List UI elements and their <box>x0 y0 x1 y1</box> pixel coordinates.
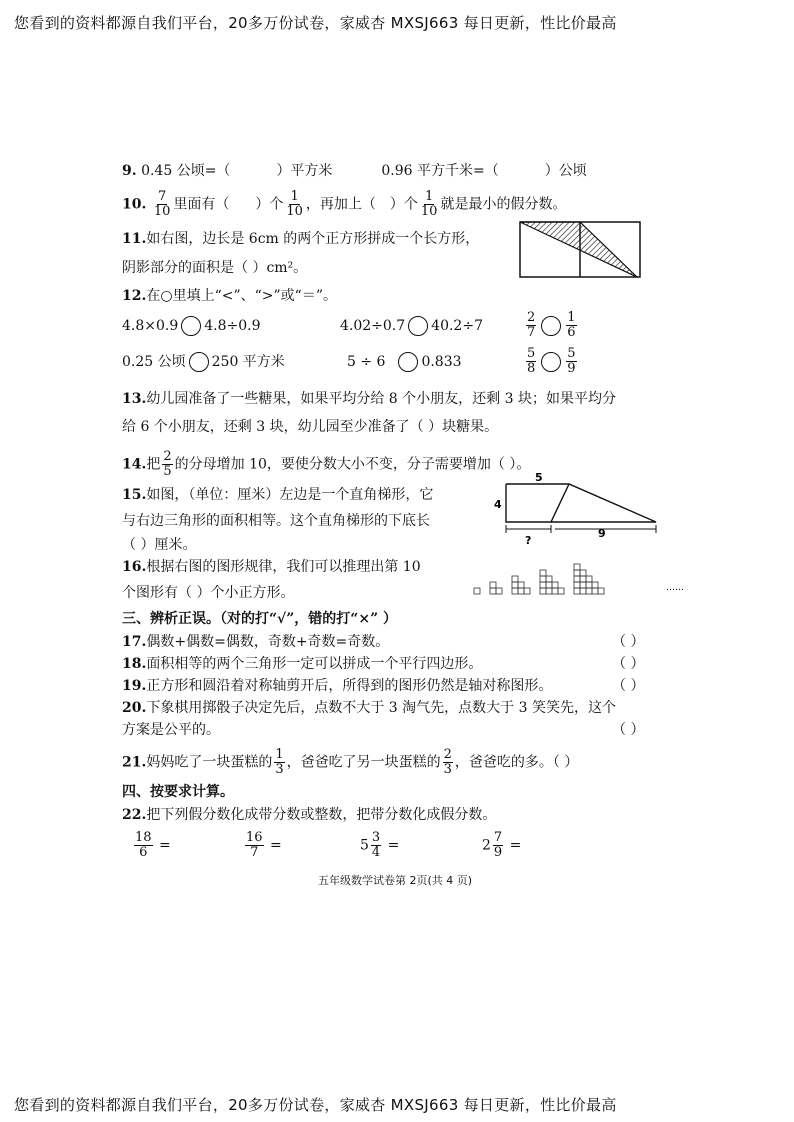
small-square <box>586 588 592 594</box>
label-left: 4 <box>494 498 502 511</box>
pattern-figure-3 <box>512 576 530 594</box>
question-20: 20.下象棋用掷骰子决定先后，点数不大于 3 淘气先，点数大于 3 笑笑先，这个 <box>122 700 616 716</box>
small-square <box>546 576 552 582</box>
question-16: 16.根据右图的图形规律，我们可以推理出第 10 <box>122 559 421 575</box>
answer-circle[interactable] <box>181 316 201 336</box>
fraction: $\frac{2}{3}$ <box>443 747 452 777</box>
pattern-figure-2 <box>490 582 502 594</box>
small-square <box>496 588 502 594</box>
bottom-banner: 您看到的资料都源自我们平台，20多万份试卷，家威杏 MXSJ663 每日更新，性比价最高 <box>14 1096 617 1114</box>
answer-paren-20[interactable]: （ ） <box>612 722 645 738</box>
small-square <box>574 582 580 588</box>
compare-row-2c: $\frac{5}{8}$ $\frac{5}{9}$ <box>527 346 576 376</box>
question-20-line2: 方案是公平的。 <box>122 722 220 738</box>
small-square <box>512 576 518 582</box>
small-square <box>512 582 518 588</box>
small-square <box>546 582 552 588</box>
continuation-dots: …… <box>666 583 684 593</box>
fraction: $\frac{1}{10}$ <box>286 189 303 219</box>
label-right: 9 <box>598 527 606 540</box>
answer-circle[interactable] <box>398 352 418 372</box>
small-square <box>540 582 546 588</box>
question-12: 12.在○里填上“<”、“>”或“＝”。 <box>122 288 337 304</box>
question-19: 19.正方形和圆沿着对称轴剪开后，所得到的图形仍然是轴对称图形。 <box>122 678 553 694</box>
convert-item-2: $\frac{16}{7}$ = <box>246 830 282 860</box>
answer-circle[interactable] <box>189 352 209 372</box>
question-14: 14.把 $\frac{2}{5}$ 的分母增加 10，要使分数大小不变，分子需要增加（ ）。 <box>122 449 531 479</box>
small-square <box>580 582 586 588</box>
small-square <box>474 588 480 594</box>
question-15: 15.如图，（单位：厘米）左边是一个直角梯形，它 <box>122 487 434 503</box>
compare-row-2b: 5 ÷ 6 0.833 <box>347 354 462 370</box>
question-10: 10. $\frac{7}{10}$ 里面有（ ）个 $\frac{1}{10}$ ，再加上（ ）个 $\frac{1}{10}$ 就是最小的假分数。 <box>122 189 567 219</box>
small-square <box>580 576 586 582</box>
pattern-figure-4 <box>540 570 564 594</box>
small-square <box>574 576 580 582</box>
fraction: $\frac{7}{10}$ <box>153 189 171 219</box>
small-square <box>574 564 580 570</box>
question-11-line2: 阴影部分的面积是（ ）cm²。 <box>122 260 308 276</box>
compare-row-1c: $\frac{2}{7}$ $\frac{1}{6}$ <box>527 310 576 340</box>
small-square <box>540 576 546 582</box>
small-square <box>518 582 524 588</box>
fraction: $\frac{2}{5}$ <box>163 449 172 479</box>
compare-row-1a: 4.8×0.9 4.8÷0.9 <box>122 318 261 334</box>
question-18: 18.面积相等的两个三角形一定可以拼成一个平行四边形。 <box>122 656 483 672</box>
question-13: 13.幼儿园准备了一些糖果，如果平均分给 8 个小朋友，还剩 3 块；如果平均分 <box>122 391 616 407</box>
convert-item-4: 2 $\frac{7}{9}$ = <box>482 830 522 860</box>
question-22: 22.把下列假分数化成带分数或整数，把带分数化成假分数。 <box>122 807 497 823</box>
small-square <box>540 588 546 594</box>
small-square <box>558 588 564 594</box>
small-square <box>574 588 580 594</box>
answer-circle[interactable] <box>541 352 561 372</box>
question-17: 17.偶数+偶数=偶数，奇数+奇数=奇数。 <box>122 634 390 650</box>
section-4-title: 四、按要求计算。 <box>122 784 234 800</box>
label-top: 5 <box>535 471 543 484</box>
small-square <box>574 570 580 576</box>
question-16-line2: 个图形有（ ）个小正方形。 <box>122 585 295 601</box>
answer-circle[interactable] <box>408 316 428 336</box>
small-square <box>546 588 552 594</box>
fraction: $\frac{1}{3}$ <box>275 747 284 777</box>
small-square <box>552 588 558 594</box>
small-square <box>490 582 496 588</box>
page-footer: 五年级数学试卷第 2页(共 4 页) <box>318 874 473 887</box>
question-9: 9. 0.45 公顷=（ ）平方米 0.96 平方千米=（ ）公顷 <box>122 163 587 179</box>
compare-row-2a: 0.25 公顷 250 平方米 <box>122 354 285 370</box>
small-square <box>490 588 496 594</box>
small-square <box>586 582 592 588</box>
label-unknown: ? <box>525 534 532 547</box>
answer-paren-18[interactable]: （ ） <box>612 656 645 672</box>
convert-item-3: 5 $\frac{3}{4}$ = <box>360 830 400 860</box>
trapezoid-triangle-figure <box>490 470 665 550</box>
answer-paren-17[interactable]: （ ） <box>612 634 645 650</box>
section-3-title: 三、辨析正误。（对的打“√”，错的打“×” ） <box>122 611 398 627</box>
pattern-figure-5 <box>574 564 604 594</box>
fraction: $\frac{1}{10}$ <box>420 189 438 219</box>
answer-circle[interactable] <box>541 316 561 336</box>
small-square <box>524 588 530 594</box>
small-square <box>518 588 524 594</box>
square-pattern-figure <box>470 560 685 600</box>
answer-paren-19[interactable]: （ ） <box>612 678 645 694</box>
small-square <box>592 588 598 594</box>
compare-row-1b: 4.02÷0.7 40.2÷7 <box>340 318 483 334</box>
small-square <box>580 588 586 594</box>
small-square <box>586 576 592 582</box>
small-square <box>512 588 518 594</box>
top-banner: 您看到的资料都源自我们平台，20多万份试卷，家威杏 MXSJ663 每日更新，性比价最高 <box>14 14 617 32</box>
small-square <box>580 570 586 576</box>
convert-item-1: $\frac{18}{6}$ = <box>135 830 171 860</box>
rectangle-shaded-figure <box>519 221 642 279</box>
pattern-figure-1 <box>474 588 480 594</box>
small-square <box>592 582 598 588</box>
question-11: 11.如右图，边长是 6cm 的两个正方形拼成一个长方形， <box>122 231 480 247</box>
question-15-line3: （ ）厘米。 <box>122 537 197 553</box>
small-square <box>552 582 558 588</box>
question-21: 21.妈妈吃了一块蛋糕的 $\frac{1}{3}$ ，爸爸吃了另一块蛋糕的 $\frac{2}{3}$ ，爸爸吃的多。（ ） <box>122 747 579 777</box>
question-15-line2: 与右边三角形的面积相等。这个直角梯形的下底长 <box>122 513 430 529</box>
small-square <box>540 570 546 576</box>
question-13-line2: 给 6 个小朋友，还剩 3 块，幼儿园至少准备了（ ）块糖果。 <box>122 419 499 435</box>
small-square <box>598 588 604 594</box>
